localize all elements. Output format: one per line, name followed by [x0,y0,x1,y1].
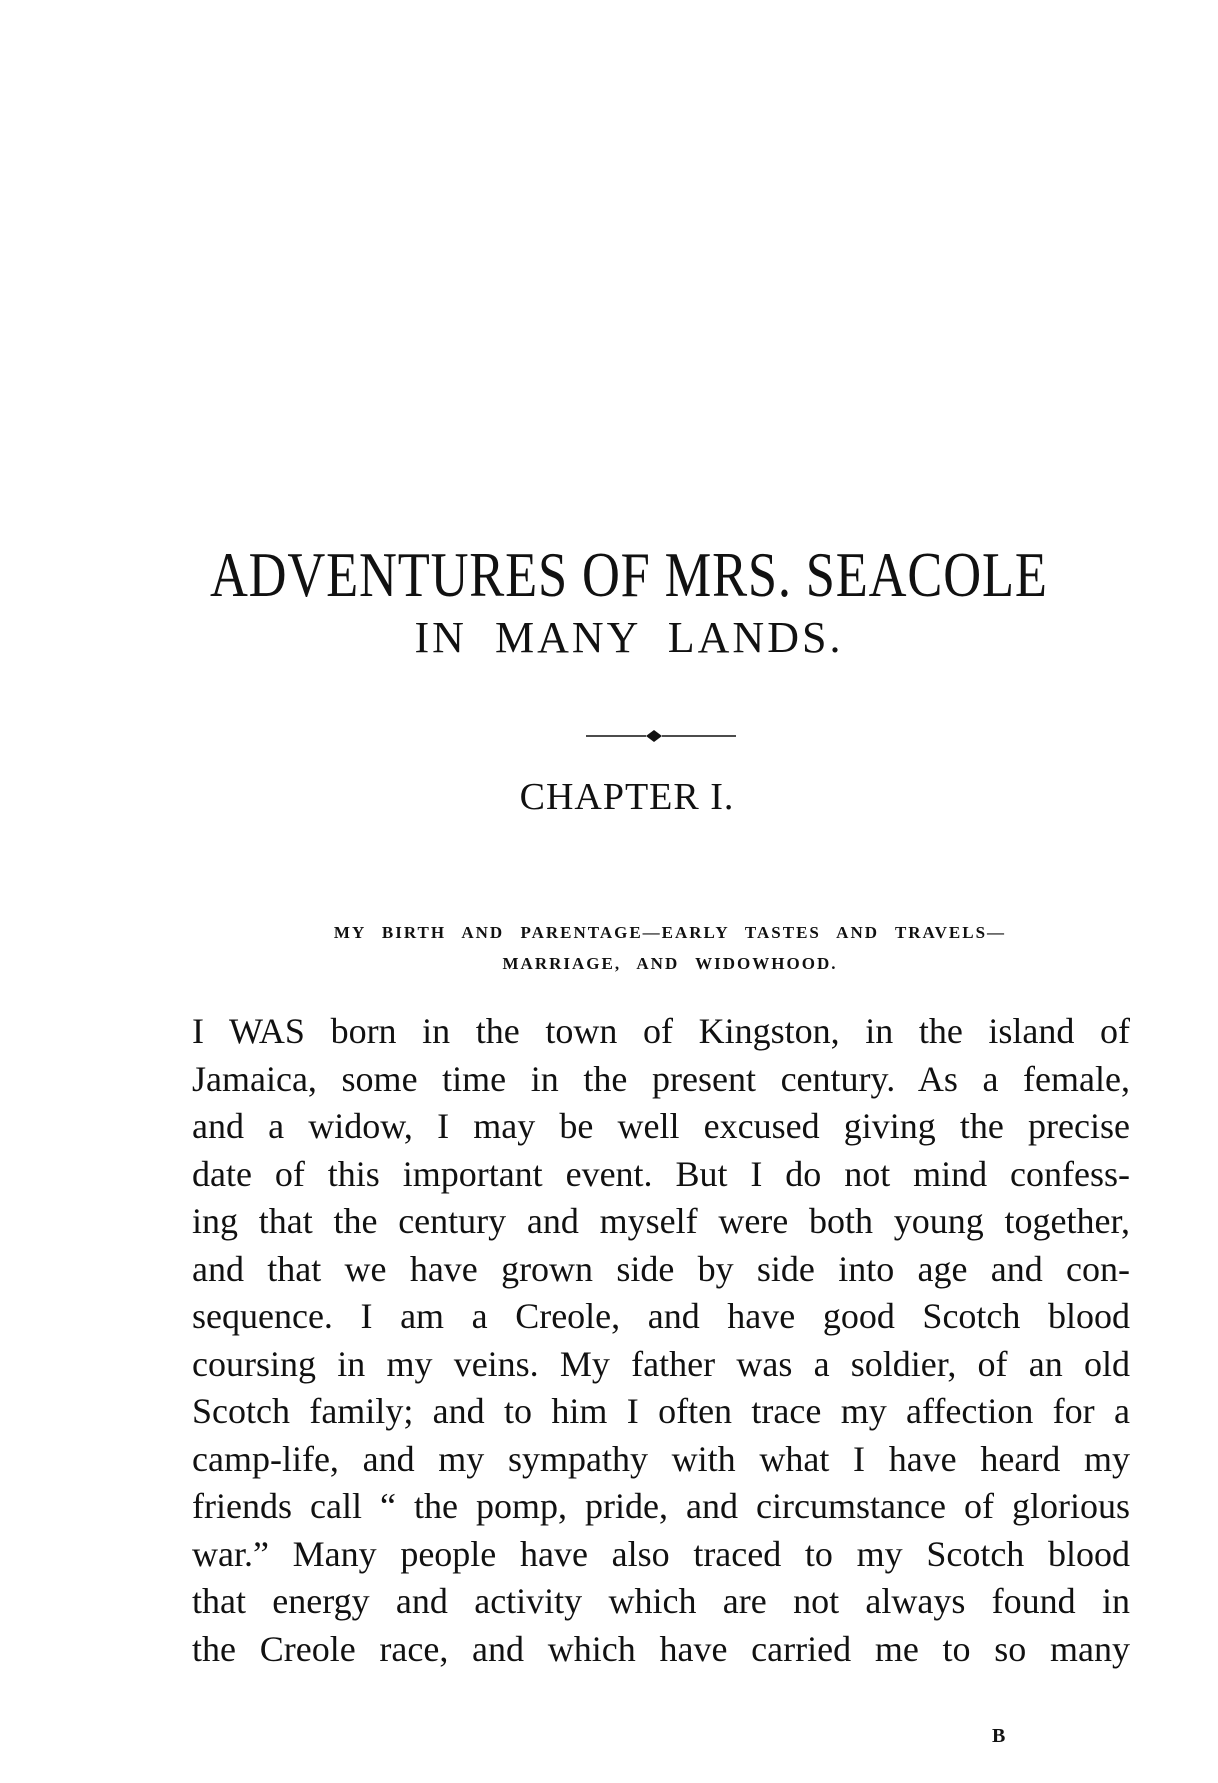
body-line: date of this important event. But I do not mind confess- [192,1153,1130,1194]
body-line: camp-life, and my sympathy with what I have heard my [192,1438,1130,1479]
body-line: and that we have grown side by side into age and con- [192,1248,1130,1289]
chapter-summary-line: MARRIAGE, AND WIDOWHOOD. [502,954,838,973]
body-paragraph [192,1008,1130,1673]
signature-mark: B [992,1725,1006,1747]
book-title: ADVENTURES OF MRS. SEACOLE [209,538,1048,610]
diamond-rule-ornament [586,728,736,744]
body-line: and a widow, I may be well excused giving the precise [192,1106,1130,1146]
body-line: ing that the century and myself were both young together, [192,1201,1130,1241]
body-line: that energy and activity which are not always found in [192,1581,1130,1621]
chapter-heading: CHAPTER I. [519,776,735,818]
body-line: the Creole race, and which have carried me to so many [192,1628,1130,1669]
chapter-summary [240,917,1100,979]
body-line: I WAS born in the town of Kingston, in the island of [192,1011,1130,1051]
book-subtitle: IN MANY LANDS. [414,613,844,662]
chapter-summary-line: MY BIRTH AND PARENTAGE—EARLY TASTES AND TRAVELS— [333,923,1007,942]
body-line: war.” Many people have also traced to my Scotch blood [192,1533,1130,1574]
body-line: friends call “ the pomp, pride, and circumstance of glorious [192,1486,1130,1526]
body-line: sequence. I am a Creole, and have good Scotch blood [192,1296,1130,1336]
body-line: coursing in my veins. My father was a soldier, of an old [192,1343,1130,1384]
body-line: Scotch family; and to him I often trace my affection for a [192,1391,1130,1431]
body-line: Jamaica, some time in the present century. As a female, [192,1058,1130,1099]
